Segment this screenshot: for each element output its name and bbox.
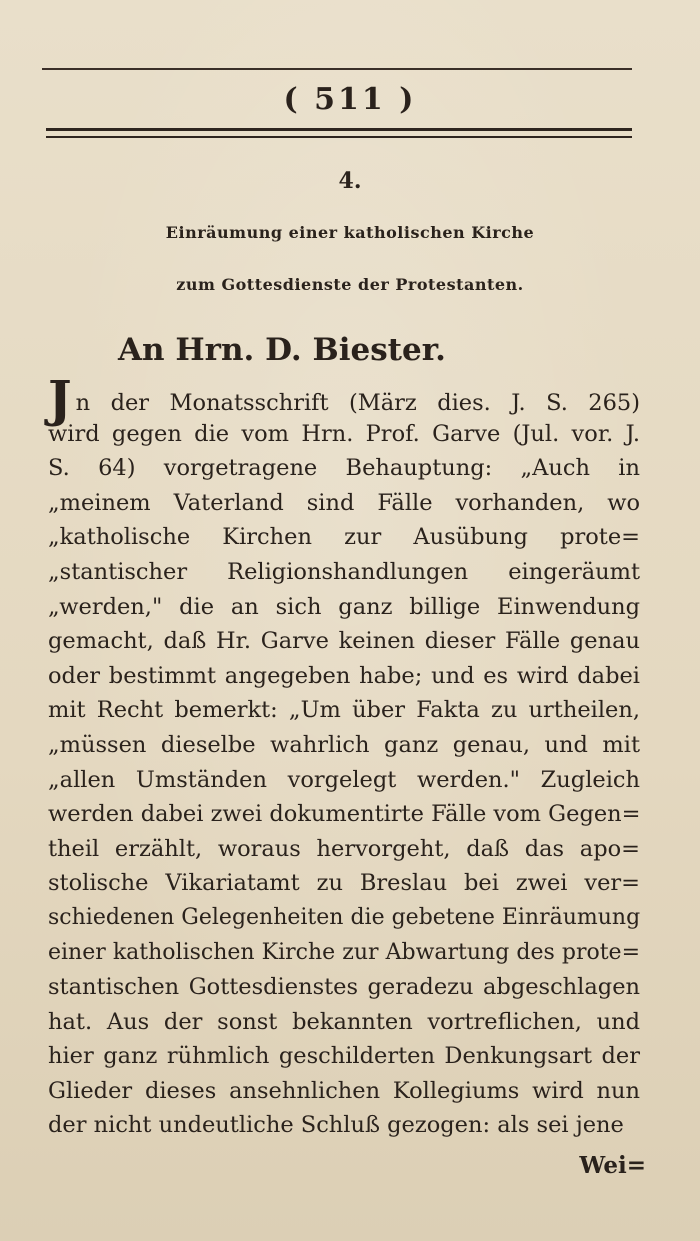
body-text bbox=[48, 369, 641, 1143]
body-line: hier ganz rühmlich geschilderten Denkungsart der bbox=[48, 1043, 640, 1070]
title-line-2: zum Gottesdienste der Protestanten. bbox=[176, 275, 524, 294]
body-line: Glieder dieses ansehnlichen Kollegiums wird nun bbox=[48, 1077, 640, 1104]
catchword: Wei= bbox=[579, 1152, 646, 1179]
body-line: Jn der Monatsschrift (März dies. J. S. 265) bbox=[48, 369, 640, 428]
page-number: ( 511 ) bbox=[283, 82, 417, 117]
body-line: stantischen Gottesdienstes geradezu abgeschlagen bbox=[48, 974, 640, 1001]
body-line: „werden," die an sich ganz billige Einwendung bbox=[48, 593, 640, 620]
body-line: der nicht undeutliche Schluß gezogen: als sei jene bbox=[48, 1112, 624, 1139]
body-line: „katholische Kirchen zur Ausübung prote= bbox=[48, 524, 640, 551]
drop-cap: J bbox=[48, 369, 72, 428]
body-line: „allen Umständen vorgelegt werden." Zugleich bbox=[48, 766, 640, 793]
body-line: gemacht, daß Hr. Garve keinen dieser Fälle genau bbox=[48, 628, 640, 655]
body-line: schiedenen Gelegenheiten die gebetene Einräumung bbox=[48, 904, 641, 930]
body-line: „stantischer Religionshandlungen eingeräumt bbox=[48, 558, 640, 585]
body-line: S. 64) vorgetragene Behauptung: „Auch in bbox=[48, 455, 640, 482]
body-line: „müssen dieselbe wahrlich ganz genau, und mit bbox=[48, 731, 640, 758]
addressee: An Hrn. D. Biester. bbox=[118, 332, 446, 368]
body-line: wird gegen die vom Hrn. Prof. Garve (Jul. vor. J. bbox=[48, 420, 640, 447]
body-line: mit Recht bemerkt: „Um über Fakta zu urtheilen, bbox=[48, 697, 640, 724]
top-rule bbox=[42, 68, 632, 70]
body-line: hat. Aus der sonst bekannten vortreflichen, und bbox=[48, 1008, 640, 1035]
body-line: theil erzählt, woraus hervorgeht, daß das apo= bbox=[48, 835, 640, 862]
body-line: „meinem Vaterland sind Fälle vorhanden, wo bbox=[48, 489, 640, 516]
header-double-rule bbox=[46, 128, 632, 138]
body-line: oder bestimmt angegeben habe; und es wird dabei bbox=[48, 662, 640, 689]
section-number: 4. bbox=[338, 168, 362, 194]
body-line: stolische Vikariatamt zu Breslau bei zwei ver= bbox=[48, 870, 640, 897]
title-line-1: Einräumung einer katholischen Kirche bbox=[165, 223, 535, 242]
body-line: einer katholischen Kirche zur Abwartung des prote= bbox=[48, 939, 640, 965]
body-line: werden dabei zwei dokumentirte Fälle vom Gegen= bbox=[48, 801, 641, 828]
